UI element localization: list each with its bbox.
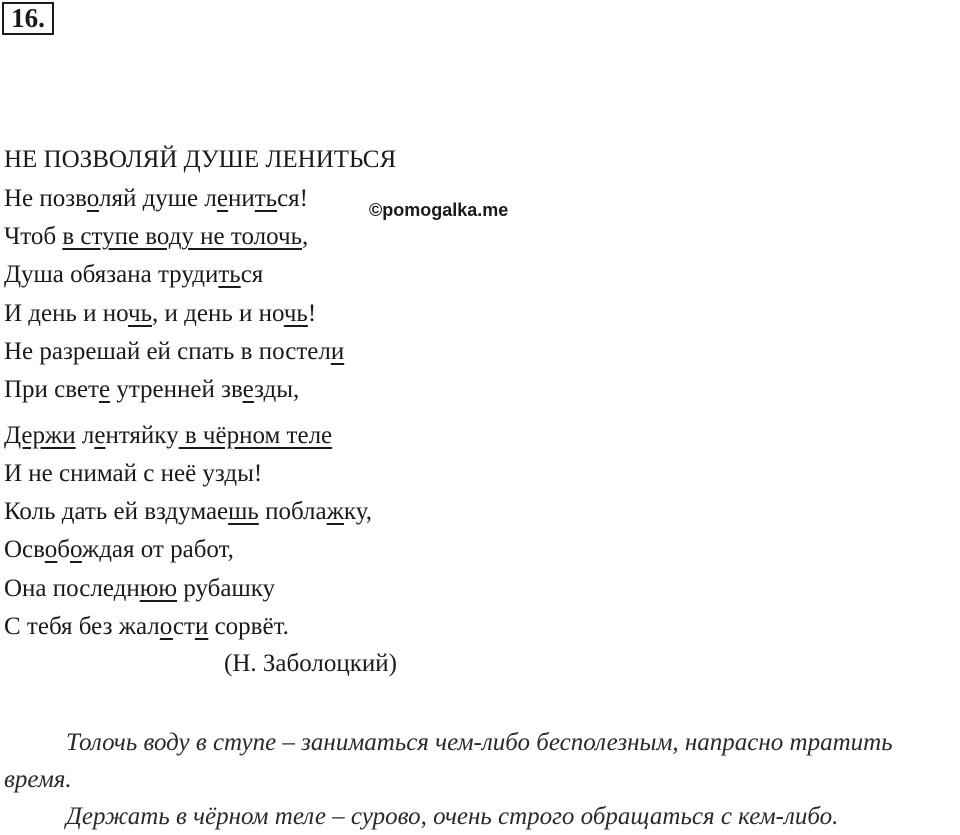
text-segment: При свет — [4, 376, 99, 403]
underlined-text: о — [44, 536, 58, 563]
poem-line — [4, 574, 275, 604]
text-segment: Не позв — [4, 185, 87, 212]
text-segment: ни — [227, 185, 255, 212]
poem-line — [4, 459, 262, 489]
notes — [4, 724, 959, 835]
underlined-text: о — [70, 536, 82, 563]
poem-line — [4, 184, 308, 214]
text-segment: сорвёт. — [208, 613, 289, 640]
underlined-text: и — [194, 613, 209, 640]
text-segment: Душа обязана труди — [4, 261, 219, 288]
text-segment: Коль дать ей вздумае — [4, 498, 229, 525]
underlined-text: чь — [128, 300, 152, 327]
text-segment: ся — [240, 261, 264, 288]
underlined-text: юю — [139, 575, 178, 602]
text-segment: б — [57, 536, 71, 563]
text-segment: ст — [172, 613, 195, 640]
text-segment: И день и но — [4, 300, 129, 327]
poem-line — [4, 299, 316, 329]
poem-author: (Н. Заболоцкий) — [224, 650, 397, 677]
underlined-text: е — [94, 422, 106, 449]
underlined-text: в чёрном теле — [178, 422, 333, 449]
watermark: ©pomogalka.me — [369, 200, 509, 220]
underlined-text: ть — [218, 261, 241, 288]
text-segment: Она последн — [4, 575, 140, 602]
text-segment: зды, — [254, 376, 300, 403]
text-segment: Чтоб — [4, 223, 63, 250]
text-segment: л — [75, 422, 95, 449]
text-segment: Осв — [4, 536, 45, 563]
text-segment: С тебя без жал — [4, 613, 160, 640]
underlined-text: е — [98, 376, 111, 403]
underlined-text: о — [86, 185, 99, 212]
underlined-text: в ступе воду не толочь — [62, 223, 302, 250]
underlined-text: е — [242, 376, 255, 403]
underlined-text: чь — [283, 300, 308, 327]
text-segment: нтяйку — [105, 422, 179, 449]
poem-line — [4, 260, 263, 290]
poem-line — [4, 497, 372, 527]
underlined-text: ж — [326, 498, 344, 525]
underlined-text: шь — [228, 498, 259, 525]
text-segment: И не снимай с неё узды! — [4, 460, 263, 487]
text-segment: ! — [307, 300, 317, 327]
note-definition: Держать в чёрном теле – сурово, очень строго обращаться с кем-либо. — [66, 803, 839, 830]
poem-title: НЕ ПОЗВОЛЯЙ ДУШЕ ЛЕНИТЬСЯ — [4, 146, 397, 173]
underlined-text: е — [216, 185, 228, 212]
text-segment: ся! — [277, 185, 308, 212]
text-segment: ждая от работ, — [81, 536, 234, 563]
underlined-text: ть — [254, 185, 278, 212]
text-segment: побла — [258, 498, 327, 525]
poem-line — [4, 375, 299, 405]
poem-line — [4, 421, 332, 451]
text-segment: ку, — [343, 498, 372, 525]
poem-line — [4, 535, 234, 565]
text-segment: ляй душе л — [98, 185, 217, 212]
poem-line — [4, 337, 344, 367]
text-segment: Не разрешай ей спать в постел — [4, 338, 331, 365]
exercise-number: 16. — [2, 2, 54, 35]
text-segment: утренней зв — [110, 376, 243, 403]
text-segment: рубашку — [177, 575, 276, 602]
note-definition: Толочь воду в ступе – заниматься чем-либо бесполезным, напрасно тратить время. — [4, 729, 893, 793]
underlined-text: о — [159, 613, 173, 640]
underlined-text: и — [330, 338, 345, 365]
poem-line — [4, 222, 308, 252]
poem-line — [4, 612, 289, 642]
text-segment: , — [301, 223, 309, 250]
underlined-text: Держи — [4, 422, 76, 449]
text-segment: , и день и но — [152, 300, 284, 327]
